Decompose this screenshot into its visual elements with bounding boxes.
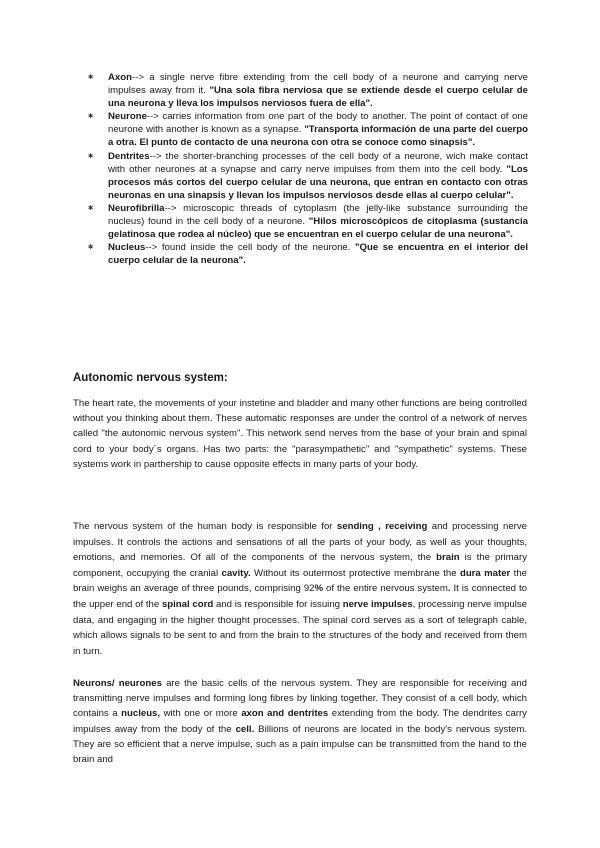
glossary-definition: --> found inside the cell body of the neurone. (145, 242, 355, 254)
glossary-translation: "Transporta información de una parte del cuerpo a otra. El punto de contacto de una neurona con otra se conoce como sinapsis". (108, 124, 528, 149)
text-run: of the entire nervous system (323, 583, 448, 595)
bold-run: dura mater (459, 567, 511, 579)
glossary-term: Dentrites (108, 150, 150, 162)
bold-run: % (314, 583, 324, 595)
text-run: with one or more (160, 708, 242, 720)
text-run: Billions of neurons are located in the body's nervous system. They are so efficient that a nerve impulse, such as a pain impulse can be transmitted from the hand to the brain and (73, 723, 528, 766)
text-run: the brain weighs an average of three pounds, comprising 92 (73, 567, 527, 595)
bold-run: cell. (235, 723, 255, 735)
glossary-translation: "Los procesos más cortos del cuerpo celular de una neurona, que entran en contacto con otras neuronas en una sinapsis y llevan los impulsos nerviosos desde ellas al cuerpo celular". (108, 163, 528, 201)
bold-run: . (447, 583, 451, 595)
glossary-translation: "Que se encuentra en el interior del cuerpo celular de la neurona". (108, 242, 528, 267)
text-run: is the primary component, occupying the cranial (73, 552, 527, 579)
text-run: are the basic cells of the nervous system. They are responsible for receiving and transmitting nerve impulses and forming long fibres by linking together. They consist of a cell body, which contains a (73, 678, 527, 720)
bold-run: sending , receiving (336, 521, 428, 532)
text-run: The nervous system of the human body is responsible for (73, 521, 337, 532)
bold-run: Neurons/ neurones (73, 678, 162, 689)
autonomic-paragraph: The heart rate, the movements of your instetine and bladder and many other functions are being controlled without you thinking about them. These automatic responses are under the control of a network of nerves called "the autonomic nervous system". This network send nerves from the base of your brain and spinal cord to your body´s organs. Has two parts: the "parasympathetic" and "sympathetic" systems. These systems work in parthership to cause opposite effects in many parts of your body. (73, 398, 527, 470)
text-run: , processing nerve impulse data, and engaging in the higher thought processes. The spinal cord serves as a sort of telegraph cable, which allows signals to be sent to and from the brain to the structures of the body and received from them in turn. (73, 598, 527, 657)
glossary-term: Nucleus (108, 242, 146, 254)
glossary-list (88, 71, 528, 267)
bold-run: axon and dentrites (241, 708, 329, 720)
nervous-system-paragraph (73, 519, 527, 659)
glossary-term: Neurofibrilla (108, 202, 165, 214)
neurons-paragraph (73, 676, 527, 767)
glossary-translation: "Hilos microscópicos de citoplasma (sustancia gelatinosa que rodea al núcleo) que se encuentran en el cuerpo celular de una neurona". (108, 216, 528, 241)
glossary-item-nucleus (88, 241, 528, 267)
glossary-item-dentrites (88, 150, 528, 202)
glossary-translation: "Una sola fibra nerviosa que se extiende desde el cuerpo celular de una neurona y lleva los impulsos nerviosos fuera de ella". (108, 85, 528, 110)
text-run: extending from the body. The dendrites carry impulses away from the body of the (73, 708, 527, 735)
glossary-item-neurofibrilla (88, 202, 528, 241)
bold-run: cavity. (221, 567, 251, 579)
glossary-term: Neurone (108, 111, 147, 123)
bold-run: nucleus, (121, 708, 161, 720)
bold-run: spinal cord (161, 598, 214, 610)
bold-run: nerve impulses (342, 598, 413, 610)
section-heading: Autonomic nervous system: (73, 372, 228, 384)
glossary-definition: --> carries information from one part of the body to another. The point of contact of one neurone with another is known as a synapse. (108, 111, 528, 136)
glossary-definition: --> a single nerve fibre extending from the cell body of a neurone and carrying nerve impulses away from it. (108, 72, 528, 97)
text-run: and processing nerve impulses. It controls the actions and sensations of all the parts of your body, as well as your thoughts, emotions, and memories. Of all of the components of the nervous system, the (73, 521, 527, 564)
glossary-term: Axon (108, 72, 132, 83)
text-run: and is responsible for issuing (213, 598, 343, 610)
glossary-definition: --> the shorter-branching processes of the cell body of a neurone, wich make contact with other neurones at a synapse and carry nerve impulses from them into the cell body. (108, 150, 528, 175)
text-run: It is connected to the upper end of the (73, 583, 527, 610)
text-run: Without its outermost protective membrane the (250, 567, 460, 579)
bold-run: brain (436, 552, 460, 564)
glossary-definition: --> microscopic threads of cytoplasm (the jelly-like substance surrounding the nucleus) found in the cell body of a neurone. (108, 202, 528, 228)
glossary-item-neurone (88, 110, 528, 149)
glossary-item-axon (88, 71, 528, 110)
